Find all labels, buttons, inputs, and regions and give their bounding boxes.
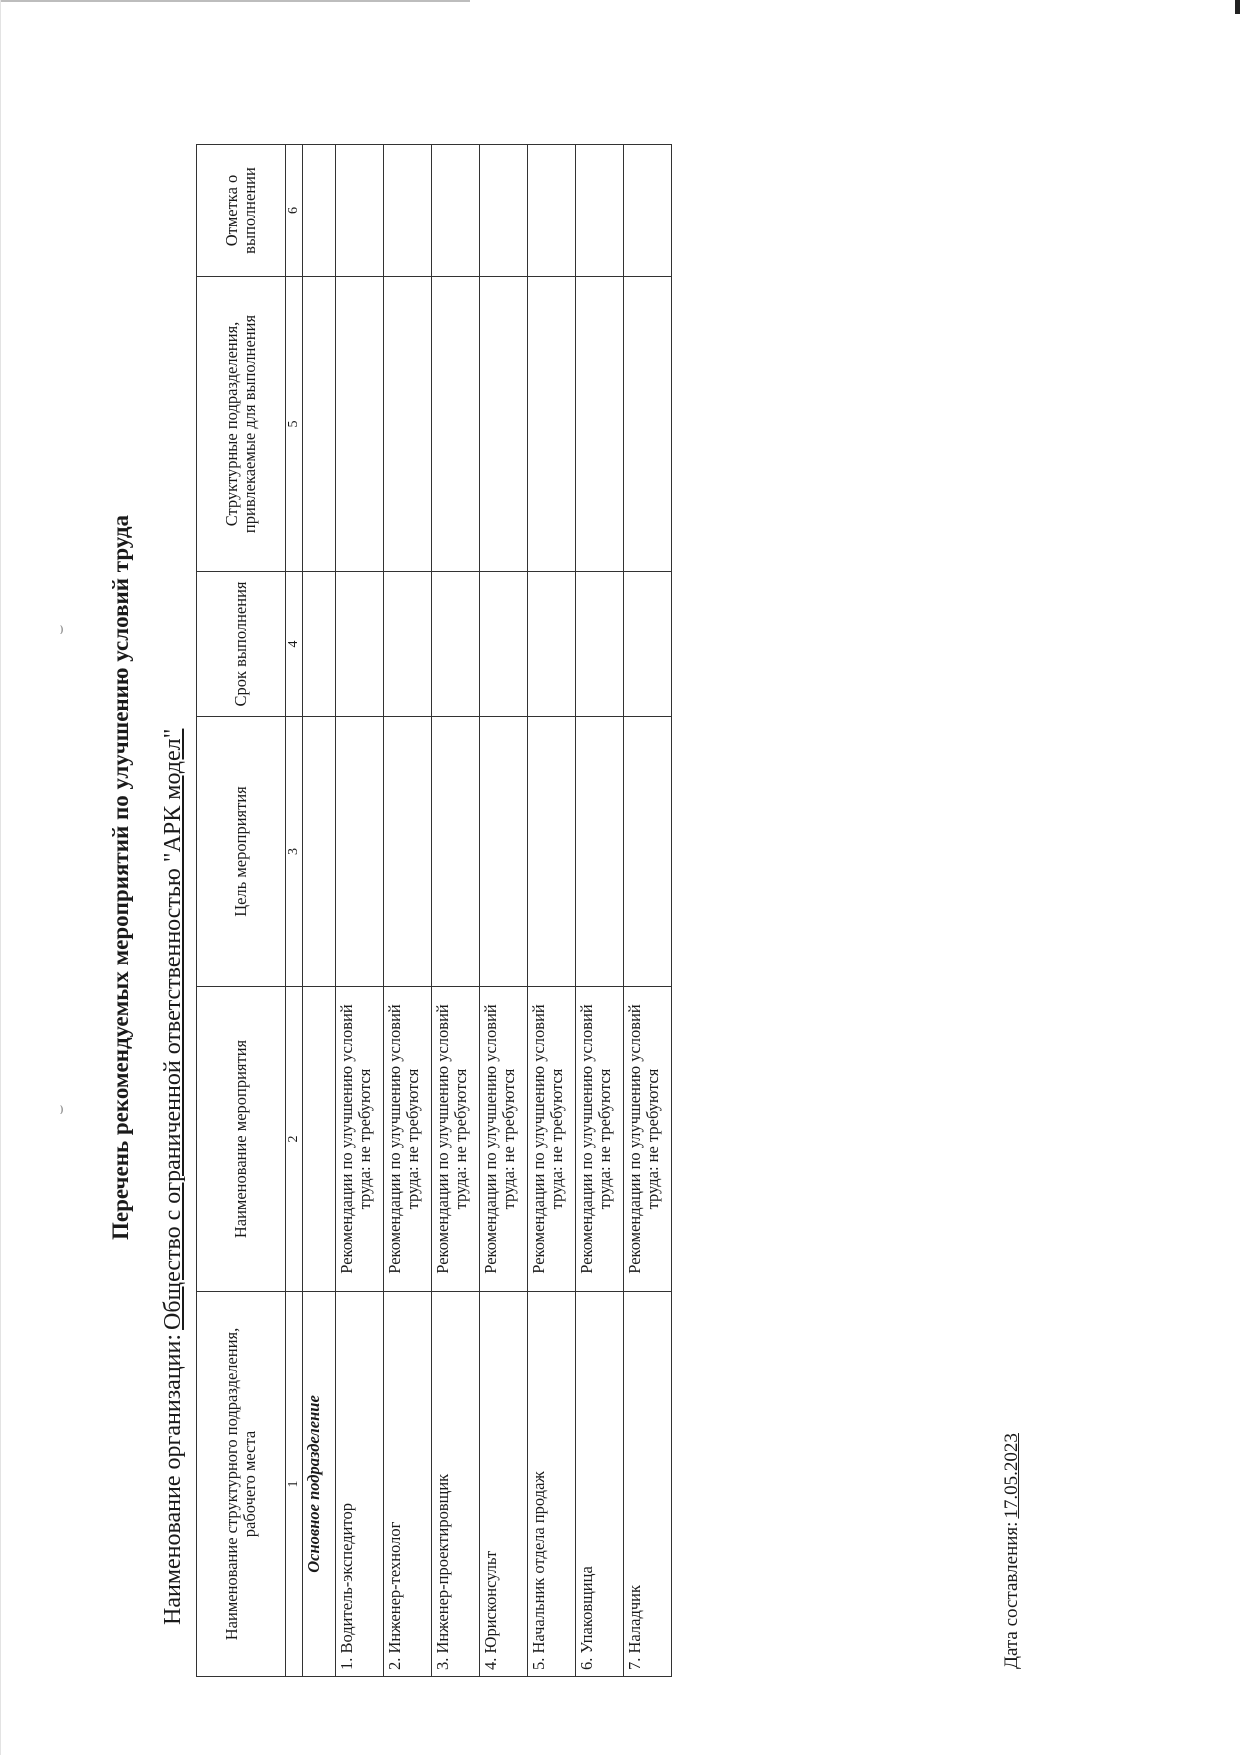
header-cell: Наименование мероприятия — [197, 987, 286, 1292]
organization-line — [160, 729, 187, 1625]
empty-cell — [528, 277, 576, 572]
section-row — [303, 145, 336, 1677]
workplace-cell: 7. Наладчик — [624, 1292, 672, 1677]
empty-cell — [624, 277, 672, 572]
measure-cell: Рекомендации по улучшению условий труда: не требуются — [624, 987, 672, 1292]
empty-cell — [432, 717, 480, 987]
scan-mark: ⌣ — [52, 624, 69, 635]
empty-cell — [303, 277, 336, 572]
organization-label: Наименование организации: — [160, 1333, 186, 1625]
table-row — [624, 145, 672, 1677]
empty-cell — [480, 572, 528, 717]
empty-cell — [303, 145, 336, 277]
header-cell: Срок выполнения — [197, 572, 286, 717]
workplace-cell: 5. Начальник отдела продаж — [528, 1292, 576, 1677]
section-cell — [303, 1292, 336, 1677]
empty-cell — [384, 717, 432, 987]
organization-name: Общество с ограниченной ответственностью "АРК модел" — [160, 728, 186, 1330]
header-cell: Наименование структурного подразделения, рабочего места — [197, 1292, 286, 1677]
column-number: 5 — [286, 277, 303, 572]
document-title: Перечень рекомендуемых мероприятий по улучшению условий труда — [108, 515, 133, 1240]
empty-cell — [480, 717, 528, 987]
workplace-cell: 2. Инженер-технолог — [384, 1292, 432, 1677]
measure-cell: Рекомендации по улучшению условий труда: не требуются — [528, 987, 576, 1292]
empty-cell — [624, 572, 672, 717]
empty-cell — [384, 572, 432, 717]
column-number: 4 — [286, 572, 303, 717]
date-label: Дата составления: — [1001, 1521, 1022, 1669]
table-header-row — [197, 145, 286, 1677]
measure-cell: Рекомендации по улучшению условий труда: не требуются — [336, 987, 384, 1292]
column-number: 3 — [286, 717, 303, 987]
empty-cell — [384, 277, 432, 572]
empty-cell — [336, 572, 384, 717]
workplace-cell: 3. Инженер-проектировщик — [432, 1292, 480, 1677]
empty-cell — [624, 717, 672, 987]
empty-cell — [432, 145, 480, 277]
measure-cell: Рекомендации по улучшению условий труда: не требуются — [576, 987, 624, 1292]
measures-table — [196, 144, 672, 1677]
measure-cell: Рекомендации по улучшению условий труда: не требуются — [432, 987, 480, 1292]
column-number: 1 — [286, 1292, 303, 1677]
empty-cell — [336, 717, 384, 987]
empty-cell — [576, 145, 624, 277]
table-row — [432, 145, 480, 1677]
measure-cell: Рекомендации по улучшению условий труда: не требуются — [384, 987, 432, 1292]
scan-mark: ⌣ — [52, 1104, 69, 1115]
empty-cell — [336, 277, 384, 572]
table-row — [336, 145, 384, 1677]
empty-cell — [576, 277, 624, 572]
empty-cell — [528, 145, 576, 277]
workplace-cell: 1. Водитель-экспедитор — [336, 1292, 384, 1677]
empty-cell — [432, 572, 480, 717]
workplace-cell: 6. Упаковщица — [576, 1292, 624, 1677]
empty-cell — [303, 717, 336, 987]
table-row — [528, 145, 576, 1677]
empty-cell — [528, 717, 576, 987]
empty-cell — [576, 717, 624, 987]
workplace-cell: 4. Юрисконсульт — [480, 1292, 528, 1677]
column-number: 2 — [286, 987, 303, 1292]
column-number-row — [286, 145, 303, 1677]
date-value: 17.05.2023 — [1001, 1433, 1022, 1519]
table-row — [384, 145, 432, 1677]
column-number: 6 — [286, 145, 303, 277]
empty-cell — [480, 145, 528, 277]
empty-cell — [384, 145, 432, 277]
measure-cell: Рекомендации по улучшению условий труда: не требуются — [480, 987, 528, 1292]
empty-cell — [528, 572, 576, 717]
empty-cell — [303, 987, 336, 1292]
empty-cell — [336, 145, 384, 277]
header-cell: Цель мероприятия — [197, 717, 286, 987]
table-row — [480, 145, 528, 1677]
empty-cell — [303, 572, 336, 717]
empty-cell — [576, 572, 624, 717]
header-cell: Отметка о выполнении — [197, 145, 286, 277]
date-line — [1001, 1433, 1023, 1669]
empty-cell — [480, 277, 528, 572]
header-cell: Структурные подразделения, привлекаемые для выполнения — [197, 277, 286, 572]
table-row — [576, 145, 624, 1677]
empty-cell — [624, 145, 672, 277]
empty-cell — [432, 277, 480, 572]
section-label: Основное подразделение — [304, 1395, 323, 1573]
